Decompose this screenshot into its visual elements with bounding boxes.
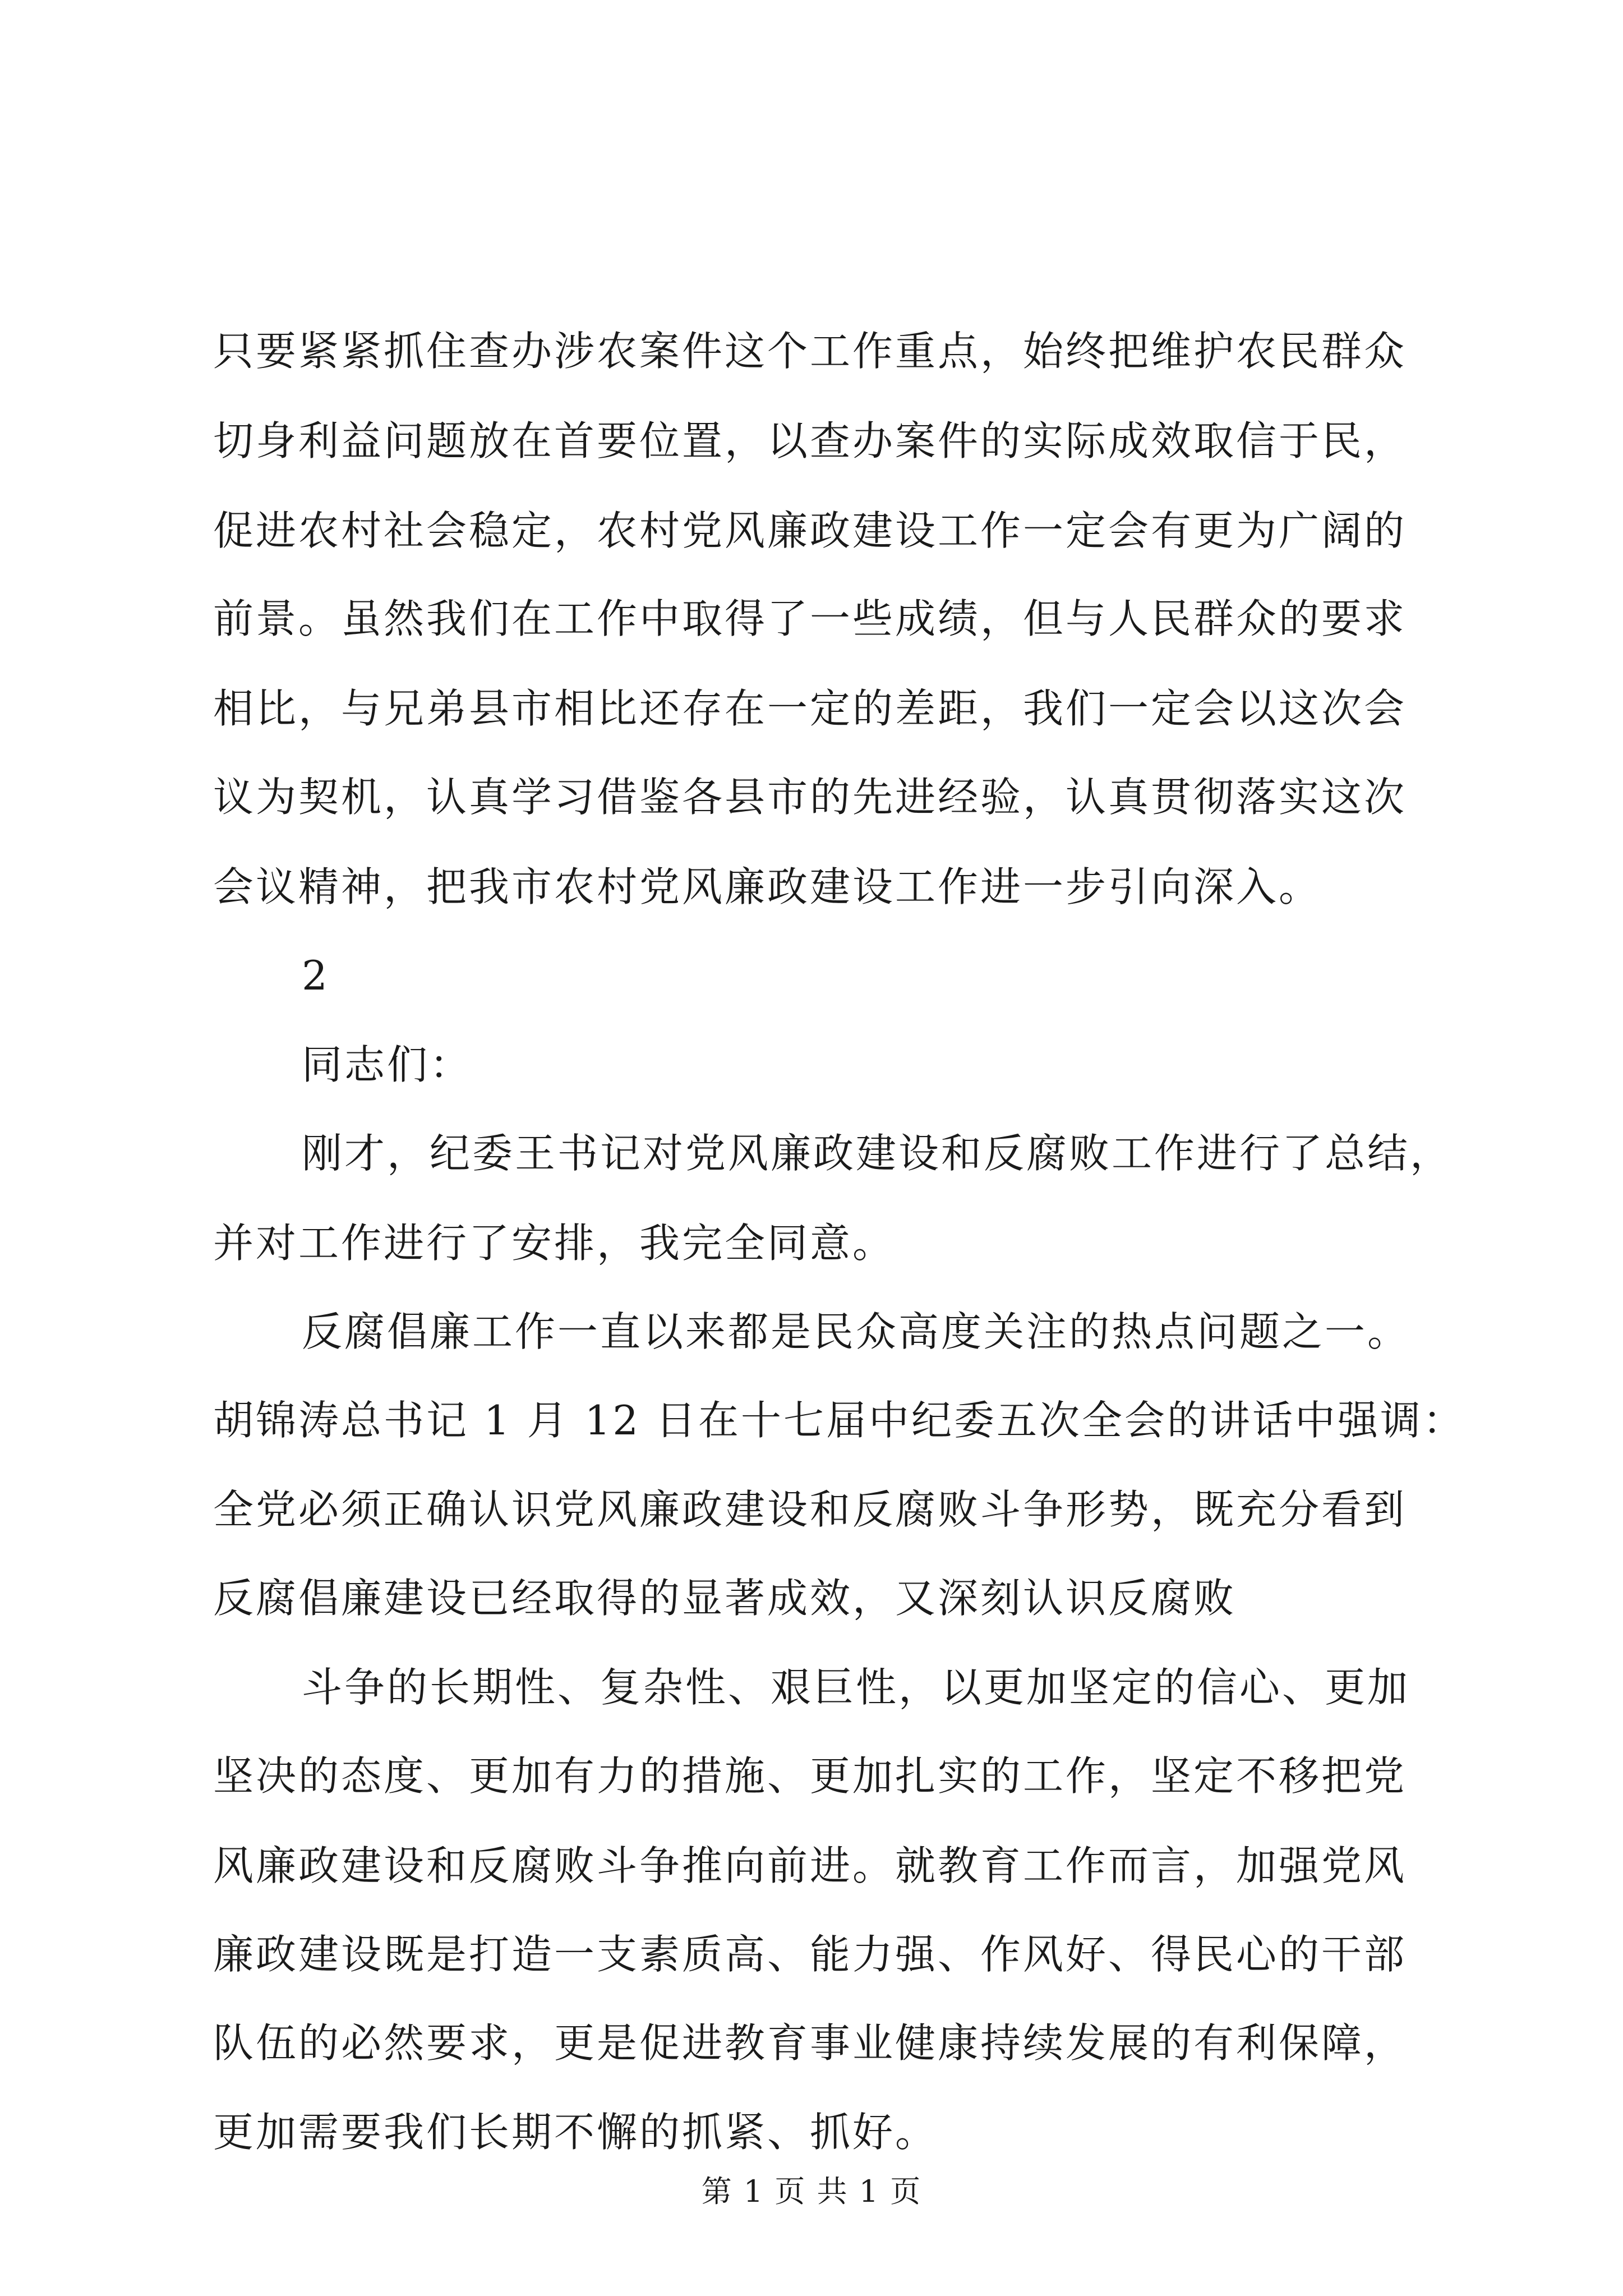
paragraph-line: 切身利益问题放在首要位置，以查办案件的实际成效取信于民， [213,417,1407,464]
paragraph-line: 会议精神，把我市农村党风廉政建设工作进一步引向深入。 [213,863,1322,910]
paragraph-line: 全党必须正确认识党风廉政建设和反腐败斗争形势，既充分看到 [213,1486,1407,1533]
paragraph-line: 队伍的必然要求，更是促进教育事业健康持续发展的有利保障， [213,2019,1407,2067]
paragraph-line: 只要紧紧抓住查办涉农案件这个工作重点，始终把维护农民群众 [213,328,1407,375]
paragraph-line: 反腐倡廉建设已经取得的显著成效，又深刻认识反腐败 [213,1575,1237,1622]
paragraph-line: 议为契机，认真学习借鉴各县市的先进经验，认真贯彻落实这次 [213,774,1407,821]
paragraph-line: 廉政建设既是打造一支素质高、能力强、作风好、得民心的干部 [213,1931,1407,1978]
page-footer: 第 1 页 共 1 页 [701,2174,922,2209]
paragraph-line: 前景。虽然我们在工作中取得了一些成绩，但与人民群众的要求 [213,595,1407,642]
paragraph-line: 斗争的长期性、复杂性、艰巨性，以更加坚定的信心、更加 [302,1664,1410,1711]
paragraph-line: 并对工作进行了安排，我完全同意。 [213,1220,896,1267]
salutation: 同志们： [302,1041,473,1088]
paragraph-line: 促进农村社会稳定，农村党风廉政建设工作一定会有更为广阔的 [213,507,1407,554]
paragraph-line: 反腐倡廉工作一直以来都是民众高度关注的热点问题之一。 [302,1308,1410,1355]
paragraph-line: 相比，与兄弟县市相比还存在一定的差距，我们一定会以这次会 [213,685,1407,732]
section-number: 2 [302,952,330,999]
paragraph-line: 胡锦涛总书记 1 月 12 日在十七届中纪委五次全会的讲话中强调： [213,1397,1465,1444]
paragraph-line: 更加需要我们长期不懈的抓紧、抓好。 [213,2109,938,2156]
paragraph-line: 风廉政建设和反腐败斗争推向前进。就教育工作而言，加强党风 [213,1842,1407,1889]
paragraph-line: 坚决的态度、更加有力的措施、更加扎实的工作，坚定不移把党 [213,1752,1407,1800]
paragraph-line: 刚才，纪委王书记对党风廉政建设和反腐败工作进行了总结， [302,1130,1453,1177]
